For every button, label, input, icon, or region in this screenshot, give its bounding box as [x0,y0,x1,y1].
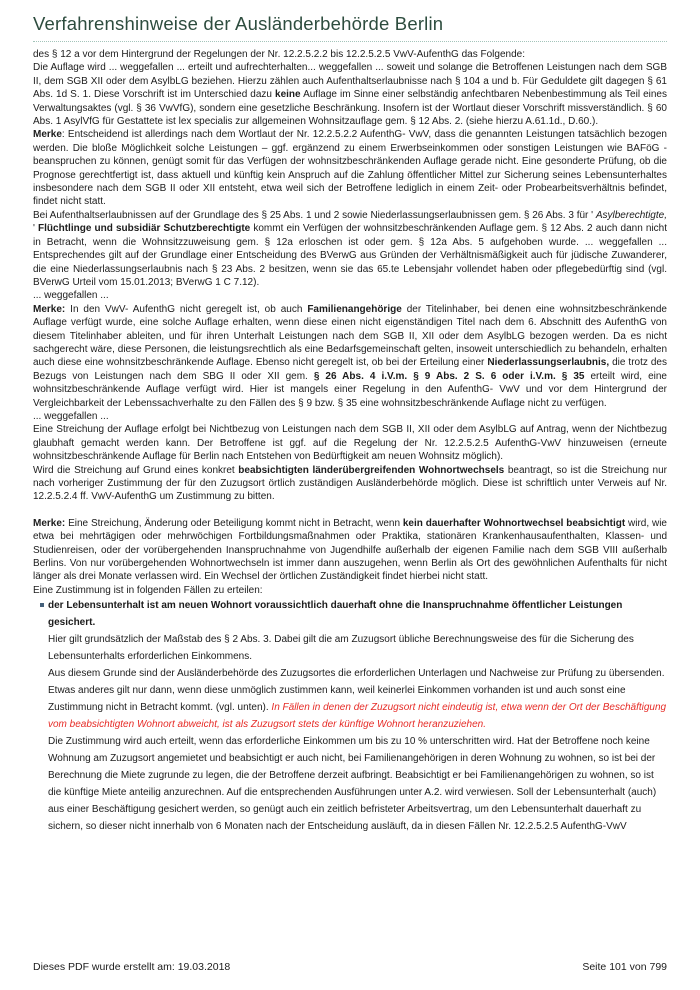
text-segment: Die Zustimmung wird auch erteilt, wenn das erforderliche Einkommen um bis zu 10 % unterschritten wird. Hat der Betroffene noch keine Wohnung am Zuzugsort angemietet und beabsichtigt er auch nicht, bei Familienangehörigen in deren Wohnung zu wohnen, so ist bei der Berechnung die Miete zugrunde zu legen, die der Betroffene derzeit aufbringt. Beabsichtigt er bei Familienangehörigen zu wohnen, so ist die künftige Miete anteilig anzurechnen. Auf die entsprechenden Ausführungen unter A.2. wird verwiesen. Soll der Lebensunterhalt (auch) aus einer Beschäftigung gesichert werden, so genügt auch ein zeitlich befristeter Arbeitsvertrag, um den Lebensunterhalt dauerhaft zu sichern, so dieser nicht innerhalb von 6 Monaten nach der Entscheidung ausläuft, da in diesen Fällen Nr. 12.2.5.2.5 AufenthG-VwV [48,736,657,833]
text-segment: : Entscheidend ist allerdings nach dem Wortlaut der Nr. 12.2.5.2.2 AufenthG- VwV, dass die genannten Leistungen tatsächlich bezogen werden. Die bloße Möglichkeit solche Leistungen – ggf. ergänzend zu einem Erwerbseinkommen oder sonstigen Leistungen wie BAFöG - beanspruchen zu können, genügt somit für das Verfügen der wohnsitzbeschränkenden Auflage gerade nicht. Eine gesonderte Prüfung, ob die Prognose gerechtfertigt ist, dass aktuell und künftig kein Anspruch auf die Zahlung öffentlicher Mittel zur Sicherung seines Lebensunterhaltes insbesondere nach dem SGB II oder XII entsteht, etwa weil sich der Betroffene lediglich in einem Zeit- oder Probearbeitsverhältnis befindet, findet nicht statt. [33,129,667,208]
text-segment: ... weggefallen ... [33,410,109,422]
paragraph [33,48,667,61]
paragraph [33,631,667,665]
text-segment: Bei Aufenthaltserlaubnissen auf der Grundlage des § 25 Abs. 1 und 2 sowie Niederlassungserlaubnissen gem. § 26 Abs. 3 für ' [33,209,596,221]
text-segment: kommt ein Verfügen der wohnsitzbeschränkenden Auflage gem. § 12 Abs. 2 auch dann nicht in Betracht, wenn die Wohnsitzzuweisung gem. § 12a erloschen ist oder gem. § 12a Abs. 5 aufgehoben wurde. ... weggefallen ... Entsprechendes gilt auf der Grundlage einer Entscheidung des BVerwG aus Gründen der Verhältnismäßigkeit auch für jüdische Zuwanderer, die eine Niederlassungserlaubnis nach § 23 Abs. 2 besitzen, wenn sie das 65.te Lebensjahr vollendet haben oder pflegebedürftig sind (vgl. BVerwG Urteil vom 15.01.2013; BVerwG 1 C 7.12). [33,223,668,288]
text-segment: Niederlassungserlaubnis, [487,357,610,369]
text-segment: Die Auflage wird ... weggefallen ... erteilt und aufrechterhalten... weggefallen ... soweit und solange die Betroffenen Leistungen nach dem SGB II, dem SGB XII oder dem AsylbLG beziehen. Hierzu zählen auch Aufenthaltserlaubnisse nach § 104 a und b. Für Geduldete gilt dagegen § 61 Abs. 1d S. 1. Diese Vorschrift ist im Unterschied dazu [33,62,667,101]
page-footer [33,961,667,973]
text-segment: kein dauerhafter Wohnortwechsel beabsichtigt [402,517,626,529]
paragraph [33,423,667,463]
page-number: Seite 101 von 799 [582,961,667,973]
paragraph [33,128,667,208]
text-segment: Merke [33,129,62,141]
text-segment: Familienangehörige [307,303,402,315]
text-segment: keine [275,89,301,101]
text-segment: der Lebensunterhalt ist am neuen Wohnort voraussichtlich dauerhaft ohne die Inanspruchnahme öffentlicher Leistungen gesichert. [48,600,623,629]
text-segment: erteilt wird, eine wohnsitzbeschränkende Auflage verfügt wird. Hier ist mangels einer Regelung in den AufenthG- VwV und vor dem Hintergrund der Vergleichbarkeit der Lebenssachverhalte zu den Fällen des § 9 bzw. § 35 eine wohnsitzbeschränkende Auflage nicht zu verfügen. [33,370,667,409]
text-segment: der Titelinhaber, bei denen eine wohnsitzbeschränkende Auflage verfügt wurde, eine solche Auflage erhalten, wenn diese einen nicht eigenständigen Titel nach dem 6. Abschnitt des AufenthG von diesem Titelinhaber ableiten, und für ihren Unterhalt Leistungen nach dem SGB II, XII oder dem AsylbLG bezogen werden. Da es nicht sachgerecht wäre, diese Personen, die leistungsrechtlich als eine Bedarfsgemeinschaft gelten, insoweit unterschiedlich zu behandeln, erhalten auch diese eine wohnsitzbeschränkende Auflage. Ebenso nicht geregelt ist, ob bei der Erteilung einer [33,303,667,369]
text-segment: beantragt, so ist die Streichung nur nach vorheriger Zustimmung der für den Zuzugsort örtlich zuständigen Ausländerbehörde möglich. Diese ist schriftlich unter Verweis auf Nr. 12.2.5.2.4 ff. VwV-AufenthG um Zustimmung zu bitten. [33,464,668,503]
paragraph [33,733,667,835]
document-body [33,48,667,835]
text-segment: beabsichtigten länderübergreifenden Wohnortwechsels [238,464,505,476]
text-segment: Auflage im Sinne einer selbständig anfechtbaren Nebenbestimmung als Teil eines Verwaltungsaktes (vgl. § 36 VwVfG), sondern eine gesetzliche Beschränkung. Insofern ist der Wortlaut dieser Vorschrift missverständlich. § 60 Abs. 1 AsylVfG für Gestattete ist lex specialis zur allgemeinen Wohnsitzauflage gem. § 12 Abs. 2. (siehe hierzu A.61.1d., D.60.). [33,89,667,128]
text-segment: In Fällen in denen der Zuzugsort nicht eindeutig ist, etwa wenn der Ort der Beschäftigung vom beabsichtigten Wohnort abweicht, ist als Zuzugsort stets der künftige Wohnort heranzuziehen. [48,702,667,731]
text-segment: Eine Zustimmung ist in folgenden Fällen zu erteilen: [33,584,263,596]
paragraph [33,289,667,302]
text-segment: wird, wie etwa bei mehrtägigen oder mehrwöchigen Fortbildungsmaßnahmen oder Praktika, stationären Krankenhausaufenthalten, Klassen- und Studienreisen, oder der vorübergehenden Inanspruchnahme von Jugendhilfe außerhalb der eigenen Familie nach dem SGB VIII außerhalb Berlins. Von nur vorübergehenden Wohnortwechseln ist immer dann auszugehen, wenn Berlin als Ort des gewöhnlichen Aufenthalts für nicht länger als drei Monate verlassen wird. Ein Wechsel der örtlichen Zuständigkeit findet hierbei nicht statt. [33,517,667,583]
text-segment: ... weggefallen ... [33,290,109,302]
paragraph [33,517,667,584]
paragraph [33,209,667,289]
paragraph [33,61,667,128]
text-segment: Eine Streichung der Auflage erfolgt bei Nichtbezug von Leistungen nach dem SGB II, XII oder dem AsylbLG auf Antrag, wenn der Nichtbezug glaubhaft gemacht werden kann. Der Betroffene ist ggf. auf die Regelung der Nr. 12.2.5.2.5 AufenthG-VwV hinzuweisen (erneute wohnsitzbeschränkende Auflage für Berlin nach Entstehen von Bedürftigkeit am neuen Wohnsitz möglich). [33,424,667,463]
text-segment: In den VwV- AufenthG nicht geregelt ist, ob auch [65,303,308,315]
paragraph [33,410,667,423]
text-segment: Flüchtlinge und subsidiär Schutzberechtigte [38,223,251,235]
text-segment: § 26 Abs. 4 i.V.m. § 9 Abs. 2 S. 6 oder i.V.m. § 35 [313,370,585,382]
text-segment: des § 12 a vor dem Hintergrund der Regelungen der Nr. 12.2.5.2.2 bis 12.2.5.2.5 VwV-AufenthG das Folgende: [33,49,525,60]
text-segment: Aus diesem Grunde sind der Ausländerbehörde des Zuzugsortes die erforderlichen Unterlagen und Nachweise zur Prüfung zu übersenden. Etwas anderes gilt nur dann, wenn diese unmöglich zustimmen kann, weil keinerlei Einkommen vorhanden ist und auch sonst eine Zustimmung nicht in Betracht kommt. (vgl. unten). [48,668,665,714]
text-segment: Hier gilt grundsätzlich der Maßstab des § 2 Abs. 3. Dabei gilt die am Zuzugsort übliche Berechnungsweise des für die Sicherung des Lebensunterhalts erforderlichen Einkommens. [48,634,634,663]
text-segment: Merke: [33,517,66,529]
bullet-square-icon [40,603,44,607]
text-segment: ' [33,223,39,235]
paragraph [33,584,667,597]
pdf-created-date: Dieses PDF wurde erstellt am: 19.03.2018 [33,961,231,973]
bullet-item [33,597,667,631]
text-segment: Merke: [33,303,66,315]
paragraph-spacer [33,504,667,517]
paragraph [33,303,667,410]
text-segment: Eine Streichung, Änderung oder Beteiligung kommt nicht in Betracht, wenn [65,517,403,529]
text-segment: die trotz des Bezugs von Leistungen nach dem SBG II oder XII gem. [33,357,667,382]
text-segment: Wird die Streichung auf Grund eines konkret [33,464,239,476]
page-title: Verfahrenshinweise der Ausländerbehörde Berlin [33,13,667,42]
paragraph [33,464,667,504]
paragraph [33,665,667,733]
text-segment: Asylberechtigte, [595,209,667,221]
